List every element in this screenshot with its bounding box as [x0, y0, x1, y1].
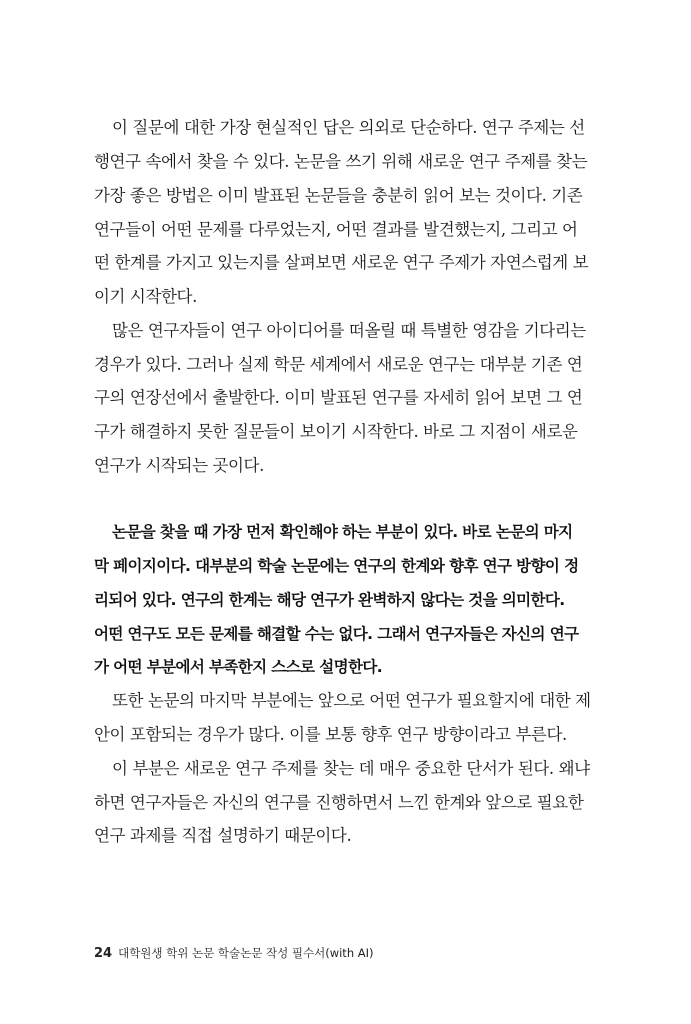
text-line: 가장 좋은 방법은 이미 발표된 논문들을 충분히 읽어 보는 것이다. 기존 [94, 186, 583, 205]
text-line: 행연구 속에서 찾을 수 있다. 논문을 쓰기 위해 새로운 연구 주제를 찾는 [94, 152, 588, 171]
bold-text-line: 가 어떤 부분에서 부족한지 스스로 설명한다. [94, 658, 382, 676]
text-line: 안이 포함되는 경우가 많다. 이를 보통 향후 연구 방향이라고 부른다. [94, 725, 567, 744]
bold-text-line: 논문을 찾을 때 가장 먼저 확인해야 하는 부분이 있다. 바로 논문의 마지 [112, 523, 573, 541]
text-line: 많은 연구자들이 연구 아이디어를 떠올릴 때 특별한 영감을 기다리는 [112, 321, 586, 340]
text-line: 이기 시작한다. [94, 287, 197, 306]
text-line: 이 부분은 새로운 연구 주제를 찾는 데 매우 중요한 단서가 된다. 왜냐 [112, 759, 590, 778]
text-line: 이 질문에 대한 가장 현실적인 답은 의외로 단순하다. 연구 주제는 선 [112, 118, 585, 137]
text-line: 연구들이 어떤 문제를 다루었는지, 어떤 결과를 발견했는지, 그리고 어 [94, 220, 578, 239]
bold-text-line: 어떤 연구도 모든 문제를 해결할 수는 없다. 그래서 연구자들은 자신의 연구 [94, 625, 579, 643]
page-footer [94, 945, 374, 962]
text-line: 구가 해결하지 못한 질문들이 보이기 시작한다. 바로 그 지점이 새로운 [94, 422, 578, 441]
text-line: 경우가 있다. 그러나 실제 학문 세계에서 새로운 연구는 대부분 기존 연 [94, 355, 583, 374]
book-title: 대학원생 학위 논문 학술논문 작성 필수서(with AI) [118, 946, 374, 960]
text-line: 연구가 시작되는 곳이다. [94, 456, 264, 475]
paragraph-2-line [0, 454, 691, 494]
text-line: 연구 과제를 직접 설명하기 때문이다. [94, 826, 352, 845]
text-line: 또한 논문의 마지막 부분에는 앞으로 어떤 연구가 필요할지에 대한 제 [112, 691, 591, 710]
text-line: 떤 한계를 가지고 있는지를 살펴보면 새로운 연구 주제가 자연스럽게 보 [94, 253, 589, 272]
bold-text-line: 리되어 있다. 연구의 한계는 해당 연구가 완벽하지 않다는 것을 의미한다. [94, 591, 565, 609]
page-number: 24 [94, 946, 113, 961]
bold-text-line: 막 페이지이다. 대부분의 학술 논문에는 연구의 한계와 향후 연구 방향이 정 [94, 557, 579, 575]
text-line: 구의 연장선에서 출발한다. 이미 발표된 연구를 자세히 읽어 보면 그 연 [94, 388, 583, 407]
paragraph-5-line [0, 824, 691, 864]
text-line: 하면 연구자들은 자신의 연구를 진행하면서 느낀 한계와 앞으로 필요한 [94, 793, 584, 812]
